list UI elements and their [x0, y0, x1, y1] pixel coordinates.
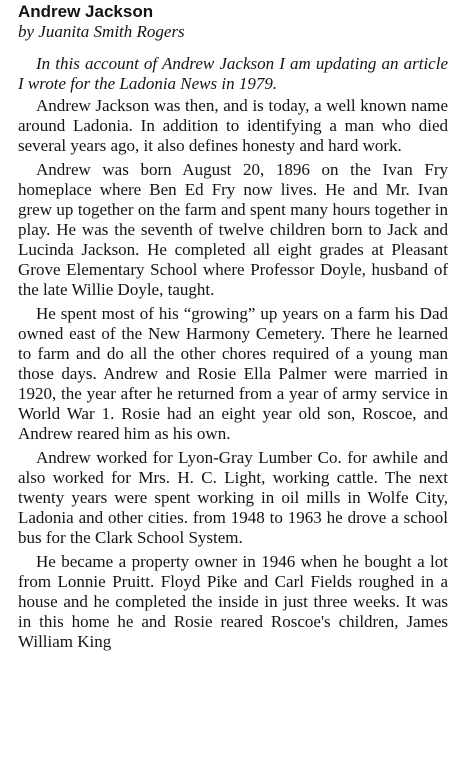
article-paragraph: Andrew was born August 20, 1896 on the Ivan Fry homeplace where Ben Ed Fry now lives. He and Mr. Ivan grew up together on the farm and spent many hours together in play. He was the seventh of twelve children born to Jack and Lucinda Jackson. He completed all eight grades at Pleasant Grove Elementary School where Professor Doyle, husband of the late Willie Doyle, taught. — [18, 160, 448, 299]
article-byline: by Juanita Smith Rogers — [18, 22, 185, 41]
article — [18, 2, 448, 656]
article-paragraph: Andrew worked for Lyon-Gray Lumber Co. for awhile and also worked for Mrs. H. C. Light, working cattle. The next twenty years were spent working in oil mills in Wolfe City, Ladonia and other cities. from 1948 to 1963 he drove a school bus for the Clark School System. — [18, 448, 448, 547]
article-paragraph: He spent most of his “growing” up years on a farm his Dad owned east of the New Harmony Cemetery. There he learned to farm and do all the other chores required of a young man those days. Andrew and Rosie Ella Palmer were married in 1920, the year after he returned from a year of army service in World War 1. Rosie had an eight year old son, Roscoe, and Andrew reared him as his own. — [18, 304, 448, 443]
article-paragraph: He became a property owner in 1946 when he bought a lot from Lonnie Pruitt. Floyd Pike and Carl Fields roughed in a house and he completed the inside in just three weeks. It was in this home he and Rosie reared Roscoe's children, James William King — [18, 552, 448, 651]
article-paragraph: Andrew Jackson was then, and is today, a well known name around Ladonia. In addition to identifying a man who died several years ago, it also defines honesty and hard work. — [18, 96, 448, 155]
article-intro: In this account of Andrew Jackson I am updating an article I wrote for the Ladonia News in 1979. — [18, 54, 448, 93]
article-title: Andrew Jackson — [18, 2, 154, 21]
